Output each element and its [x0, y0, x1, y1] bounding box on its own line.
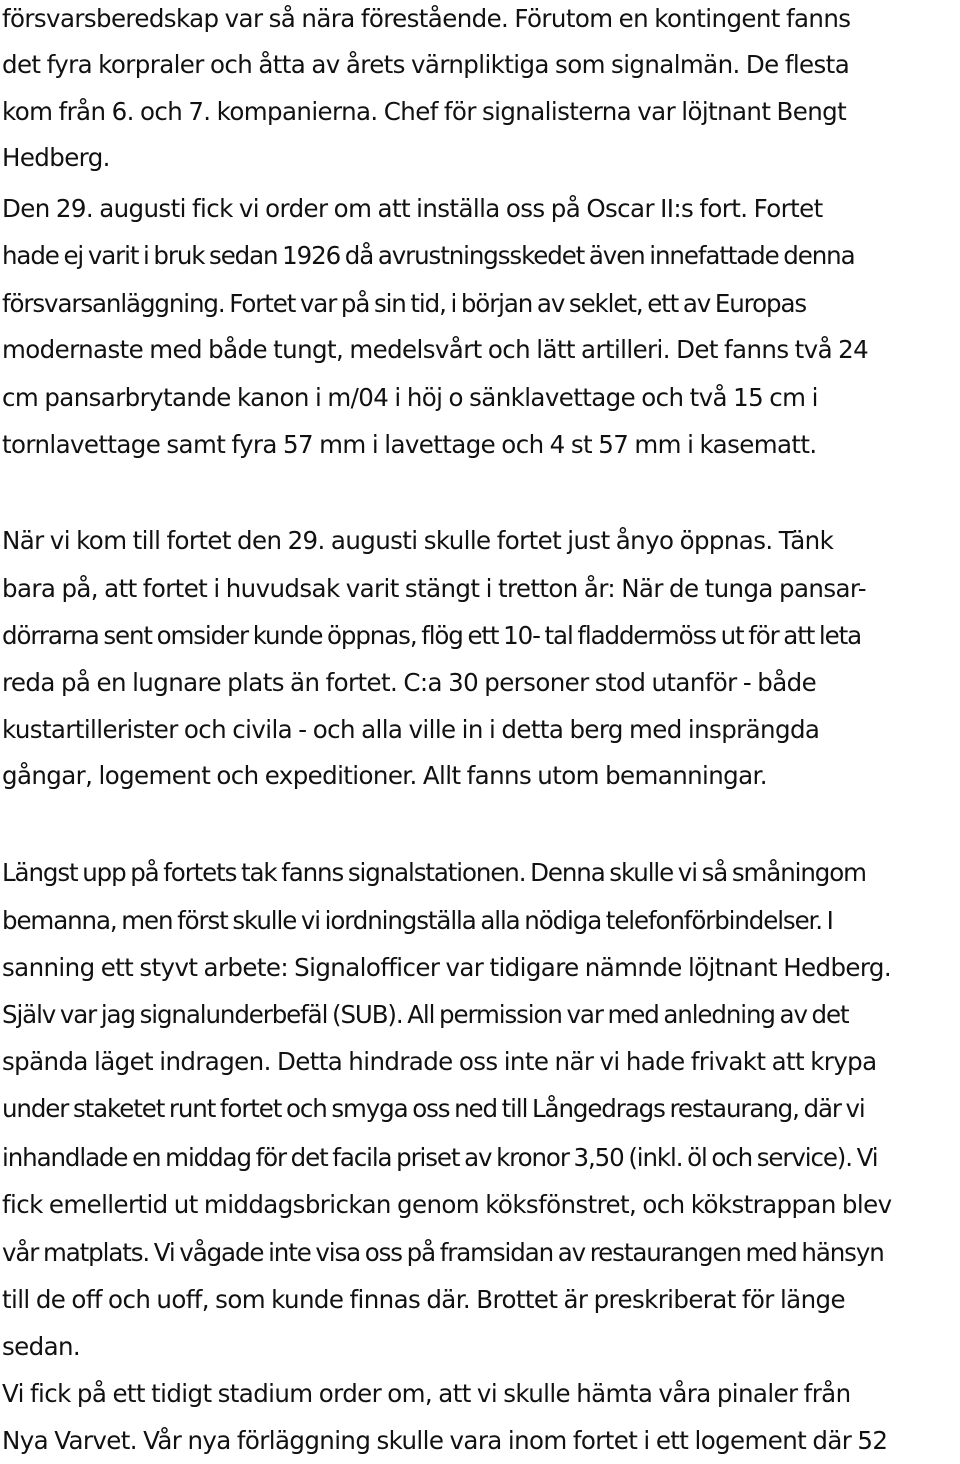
text-line: gångar, logement och expeditioner. Allt fanns utom bemanningar.	[2, 761, 767, 790]
text-line: Hedberg.	[2, 143, 110, 172]
text-line: till de off och uoff, som kunde finnas där. Brottet är preskriberat för länge	[2, 1285, 845, 1314]
text-line: vår matplats. Vi vågade inte visa oss på framsidan av restaurangen med hänsyn	[2, 1238, 884, 1267]
text-line: reda på en lugnare plats än fortet. C:a 30 personer stod utanför - både	[2, 668, 817, 697]
text-line: Längst upp på fortets tak fanns signalstationen. Denna skulle vi så småningom	[2, 858, 866, 887]
text-line: sedan.	[2, 1332, 81, 1361]
text-line: hade ej varit i bruk sedan 1926 då avrustningsskedet även innefattade denna	[2, 241, 855, 270]
text-line: kustartillerister och civila - och alla ville in i detta berg med insprängda	[2, 715, 820, 744]
text-line: spända läget indragen. Detta hindrade oss inte när vi hade frivakt att krypa	[2, 1047, 877, 1076]
text-line: det fyra korpraler och åtta av årets värnpliktiga som signalmän. De flesta	[2, 50, 850, 79]
text-line: under staketet runt fortet och smyga oss ned till Långedrags restaurang, där vi	[2, 1094, 865, 1123]
text-line: dörrarna sent omsider kunde öppnas, flög ett 10- tal fladdermöss ut för att leta	[2, 621, 861, 650]
text-line: sanning ett styvt arbete: Signalofficer var tidigare nämnde löjtnant Hedberg.	[2, 953, 892, 982]
text-line: försvarsberedskap var så nära förestående. Förutom en kontingent fanns	[2, 4, 851, 33]
text-line: Själv var jag signalunderbefäl (SUB). All permission var med anledning av det	[2, 1000, 849, 1029]
text-line: När vi kom till fortet den 29. augusti skulle fortet just ånyo öppnas. Tänk	[2, 526, 834, 555]
text-line: kom från 6. och 7. kompanierna. Chef för signalisterna var löjtnant Bengt	[2, 97, 847, 126]
text-line: tornlavettage samt fyra 57 mm i lavettage och 4 st 57 mm i kasematt.	[2, 430, 817, 459]
text-line: bemanna, men först skulle vi iordningställa alla nödiga telefonförbindelser. I	[2, 906, 833, 935]
text-line: modernaste med både tungt, medelsvårt och lätt artilleri. Det fanns två 24	[2, 335, 869, 364]
text-line: Nya Varvet. Vår nya förläggning skulle vara inom fortet i ett logement där 52	[2, 1426, 888, 1455]
text-line: Vi fick på ett tidigt stadium order om, att vi skulle hämta våra pinaler från	[2, 1379, 851, 1408]
text-line: Den 29. augusti fick vi order om att inställa oss på Oscar II:s fort. Fortet	[2, 194, 823, 223]
text-line: cm pansarbrytande kanon i m/04 i höj o sänklavettage och två 15 cm i	[2, 383, 818, 412]
text-line: försvarsanläggning. Fortet var på sin tid, i början av seklet, ett av Europas	[2, 289, 807, 318]
text-line: inhandlade en middag för det facila priset av kronor 3,50 (inkl. öl och service). Vi	[2, 1143, 878, 1172]
text-line: bara på, att fortet i huvudsak varit stängt i tretton år: När de tunga pansar-	[2, 574, 867, 603]
text-line: fick emellertid ut middagsbrickan genom köksfönstret, och kökstrappan blev	[2, 1190, 892, 1219]
